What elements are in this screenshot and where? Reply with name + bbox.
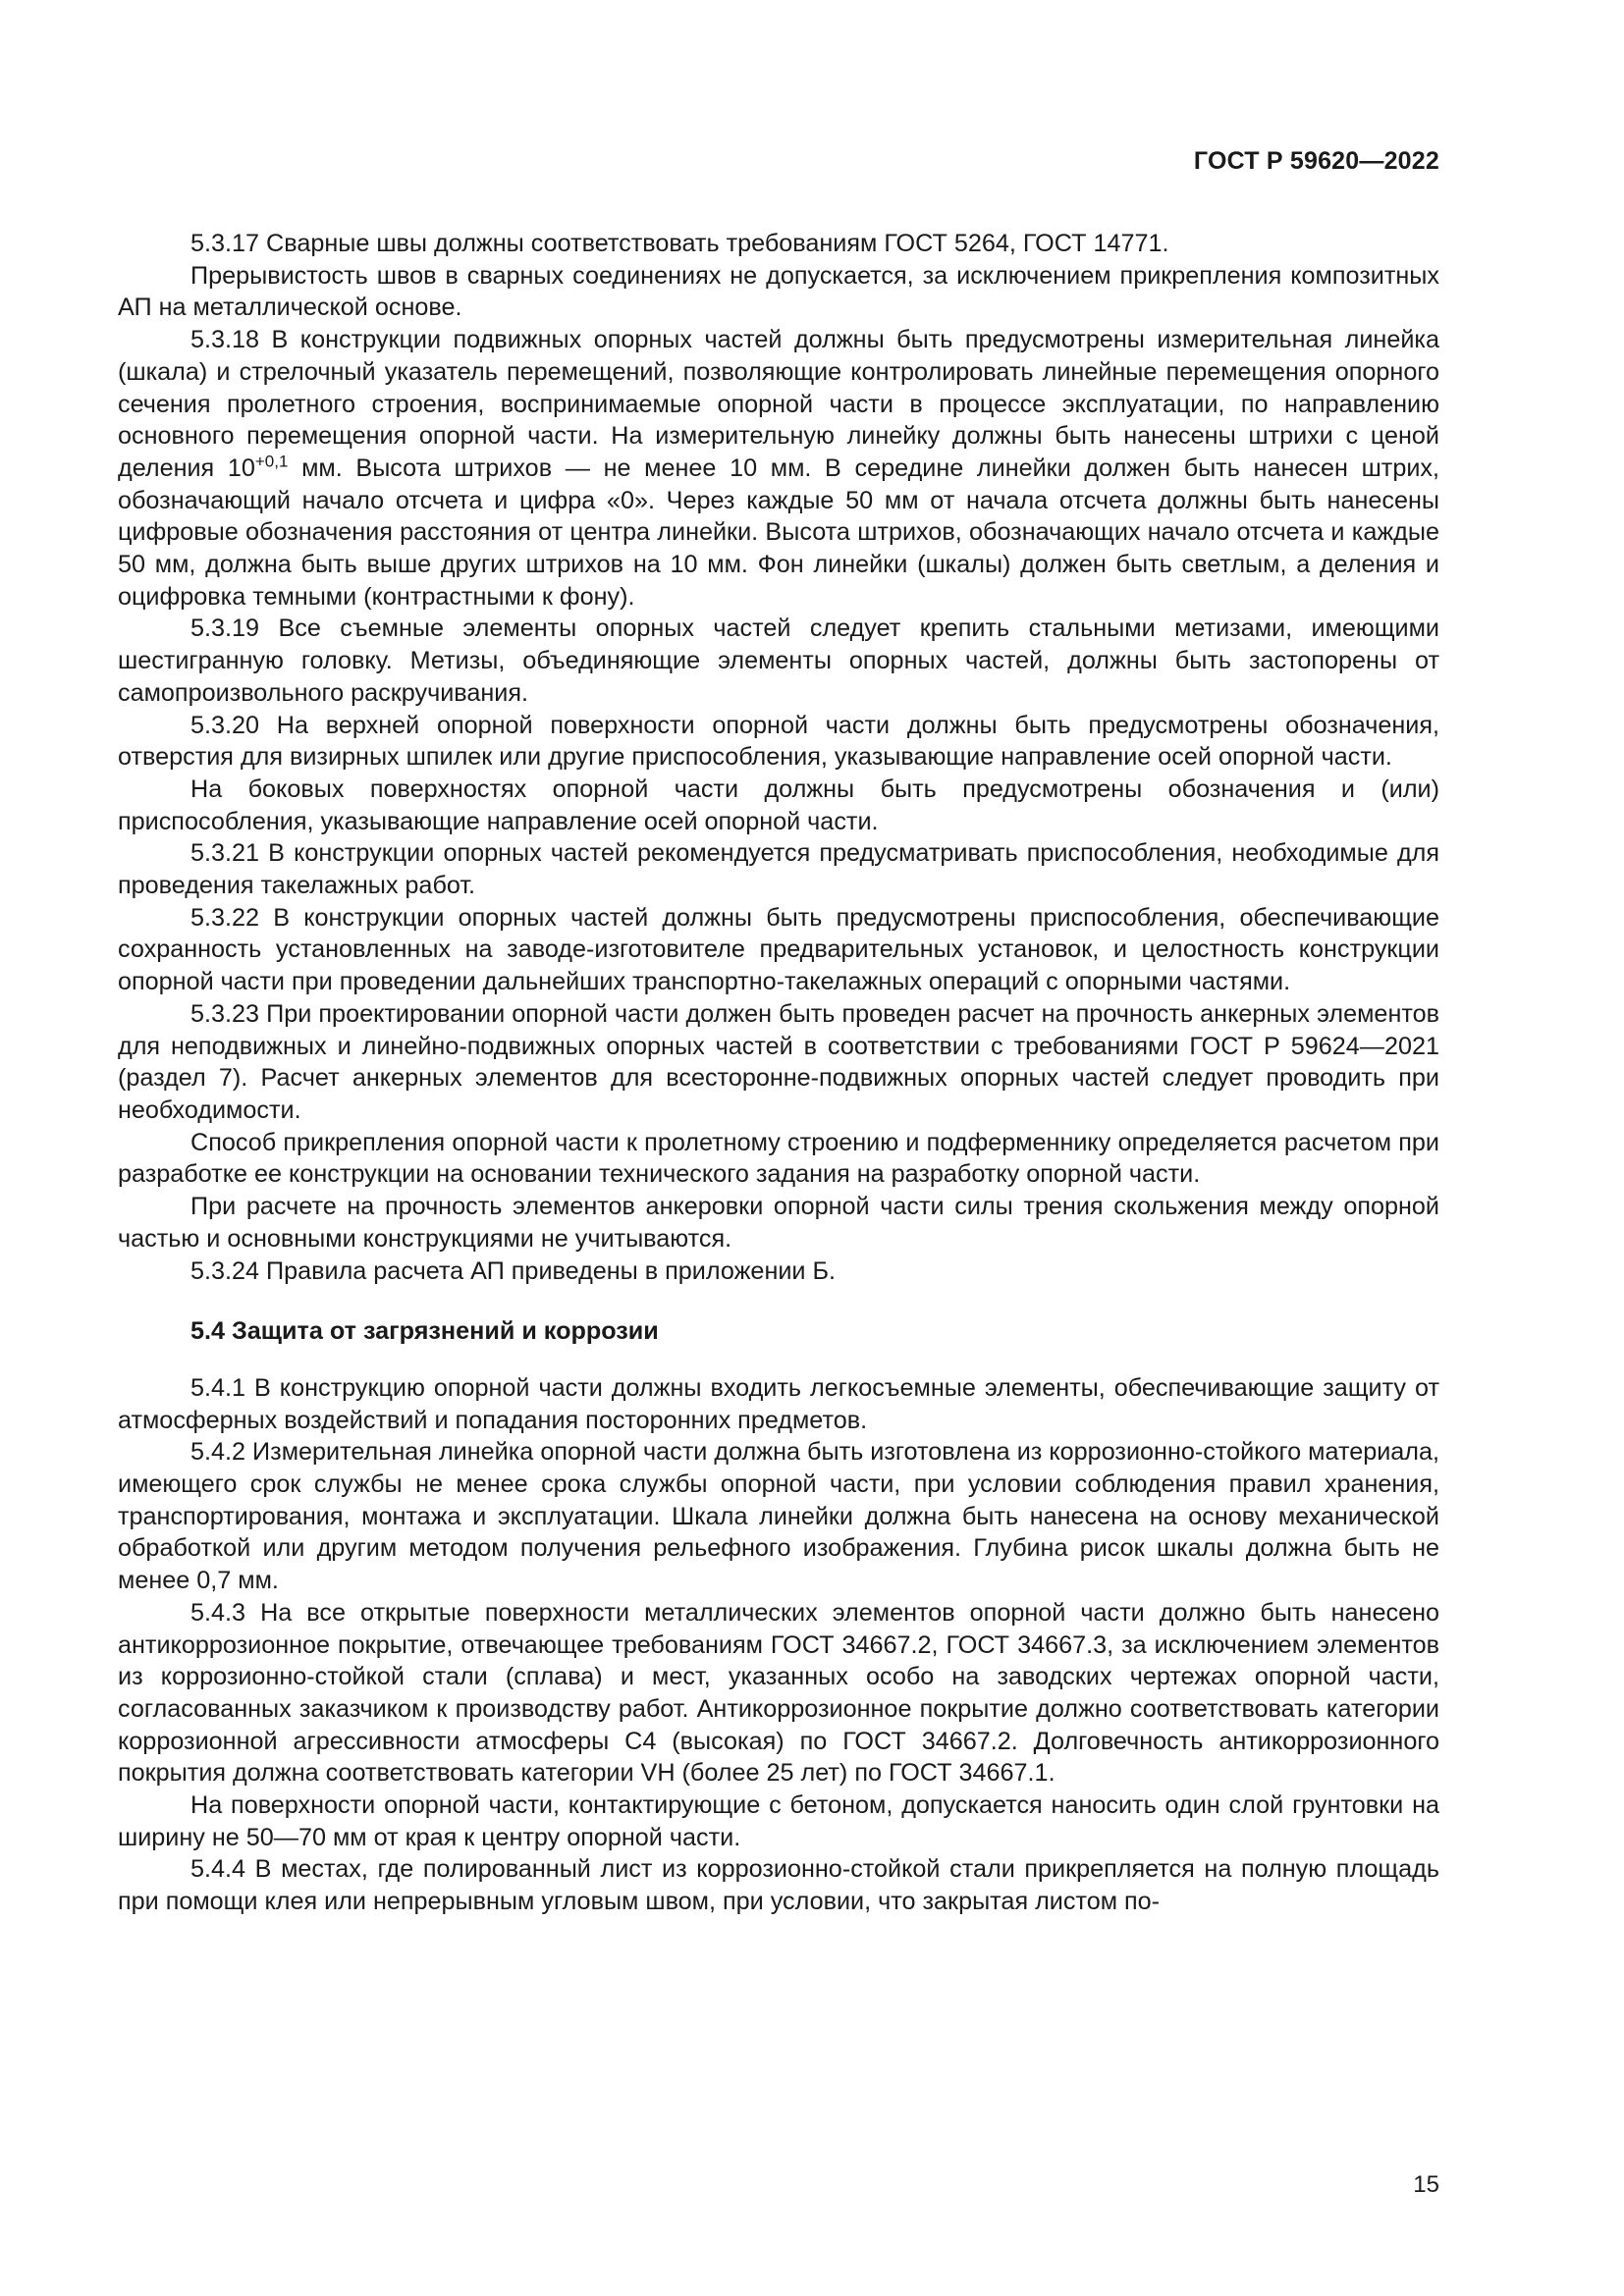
paragraph-5-4-4: 5.4.4 В местах, где полированный лист из коррозионно-стойкой стали прикрепляется на полную площадь при помощи клея или непрерывным угловым швом, при условии, что закрытая листом по- <box>118 1855 1439 1916</box>
paragraph-5-4-1: 5.4.1 В конструкцию опорной части должны входить легкосъемные элементы, обеспечивающие защиту от атмосферных воздействий и попадания посторонних предметов. <box>118 1373 1439 1434</box>
paragraph: На боковых поверхностях опорной части должны быть предусмотрены обозначения и (или) приспособления, указывающие направление осей опорной части. <box>118 774 1439 835</box>
paragraph-5-4-2: 5.4.2 Измерительная линейка опорной части должна быть изготовлена из коррозионно-стойкого материала, имеющего срок службы не менее срока службы опорной части, при условии соблюдения правил хранения, транспортирования, монтажа и эксплуатации. Шкала линейки должна быть нанесена на основу механической обработкой или другим методом получения рельефного изображения. Глубина рисок шкалы должна быть не менее 0,7 мм. <box>118 1438 1439 1595</box>
section-heading-5-4: 5.4 Защита от загрязнений и коррозии <box>190 1317 659 1346</box>
paragraph-text: мм. Высота штрихов — не менее 10 мм. В середине линейки должен быть нанесен штрих, обозначающий начало отсчета и цифра «0». Через каждые 50 мм от начала отсчета должны быть нанесены цифровые обозначения расстояния от центра линейки. Высота штрихов, обозначающих начало отсчета и каждые 50 мм, должна быть выше других штрихов на 10 мм. Фон линейки (шкалы) должен быть светлым, а деления и оцифровка темными (контрастными к фону). <box>118 454 1439 611</box>
paragraph: Способ прикрепления опорной части к пролетному строению и подферменнику определяется расчетом при разработке ее конструкции на основании технического задания на разработку опорной части. <box>118 1128 1439 1189</box>
paragraph-5-3-20: 5.3.20 На верхней опорной поверхности опорной части должны быть предусмотрены обозначения, отверстия для визирных шпилек или другие приспособления, указывающие направление осей опорной части. <box>118 711 1439 772</box>
paragraph: На поверхности опорной части, контактирующие с бетоном, допускается наносить один слой грунтовки на ширину не 50—70 мм от края к центру опорной части. <box>118 1791 1439 1851</box>
paragraph-5-3-23: 5.3.23 При проектировании опорной части должен быть проведен расчет на прочность анкерных элементов для неподвижных и линейно-подвижных опорных частей в соответствии с требованиями ГОСТ Р 59624—2021 (раздел 7). Расчет анкерных элементов для всесторонне-подвижных опорных частей следует проводить при необходимости. <box>118 999 1439 1124</box>
paragraph: Прерывистость швов в сварных соединениях не допускается, за исключением прикрепления композитных АП на металлической основе. <box>118 261 1439 322</box>
paragraph-5-3-21: 5.3.21 В конструкции опорных частей рекомендуется предусматривать приспособления, необходимые для проведения такелажных работ. <box>118 839 1439 900</box>
paragraph-5-3-22: 5.3.22 В конструкции опорных частей должны быть предусмотрены приспособления, обеспечивающие сохранность установленных на заводе-изготовителе предварительных установок, и целостность конструкции опорной части при проведении дальнейших транспортно-такелажных операций с опорными частями. <box>118 903 1439 996</box>
tolerance-superscript: +0,1 <box>254 452 289 471</box>
paragraph-5-3-18 <box>118 324 1439 613</box>
document-code: ГОСТ Р 59620—2022 <box>1193 147 1439 175</box>
paragraph-5-3-17: 5.3.17 Сварные швы должны соответствовать требованиям ГОСТ 5264, ГОСТ 14771. <box>190 230 1169 257</box>
paragraph-5-3-24: 5.3.24 Правила расчета АП приведены в приложении Б. <box>190 1256 837 1285</box>
paragraph: При расчете на прочность элементов анкеровки опорной части силы трения скольжения между опорной частью и основными конструкциями не учитываются. <box>118 1193 1439 1253</box>
page-number: 15 <box>1413 2171 1439 2198</box>
document-body <box>118 228 1439 1918</box>
paragraph-text: 5.3.18 В конструкции подвижных опорных частей должны быть предусмотрены измерительная линейка (шкала) и стрелочный указатель перемещений, позволяющие контролировать линейные перемещения опорного сечения пролетного строения, воспринимаемые опорной части в процессе эксплуатации, по направлению основного перемещения опорной части. На измерительную линейку должны быть нанесены штрихи с ценой деления 10 <box>118 326 1439 482</box>
paragraph-5-3-19: 5.3.19 Все съемные элементы опорных частей следует крепить стальными метизами, имеющими шестигранную головку. Метизы, объединяющие элементы опорных частей, должны быть застопорены от самопроизвольного раскручивания. <box>118 614 1439 707</box>
paragraph-5-4-3: 5.4.3 На все открытые поверхности металлических элементов опорной части должно быть нанесено антикоррозионное покрытие, отвечающее требованиям ГОСТ 34667.2, ГОСТ 34667.3, за исключением элементов из коррозионно-стойкой стали (сплава) и мест, указанных особо на заводских чертежах опорной части, согласованных заказчиком к производству работ. Антикоррозионное покрытие должно соответствовать категории коррозионной агрессивности атмосферы С4 (высокая) по ГОСТ 34667.2. Долговечность антикоррозионного покрытия должна соответствовать категории VH (более 25 лет) по ГОСТ 34667.1. <box>118 1598 1439 1788</box>
